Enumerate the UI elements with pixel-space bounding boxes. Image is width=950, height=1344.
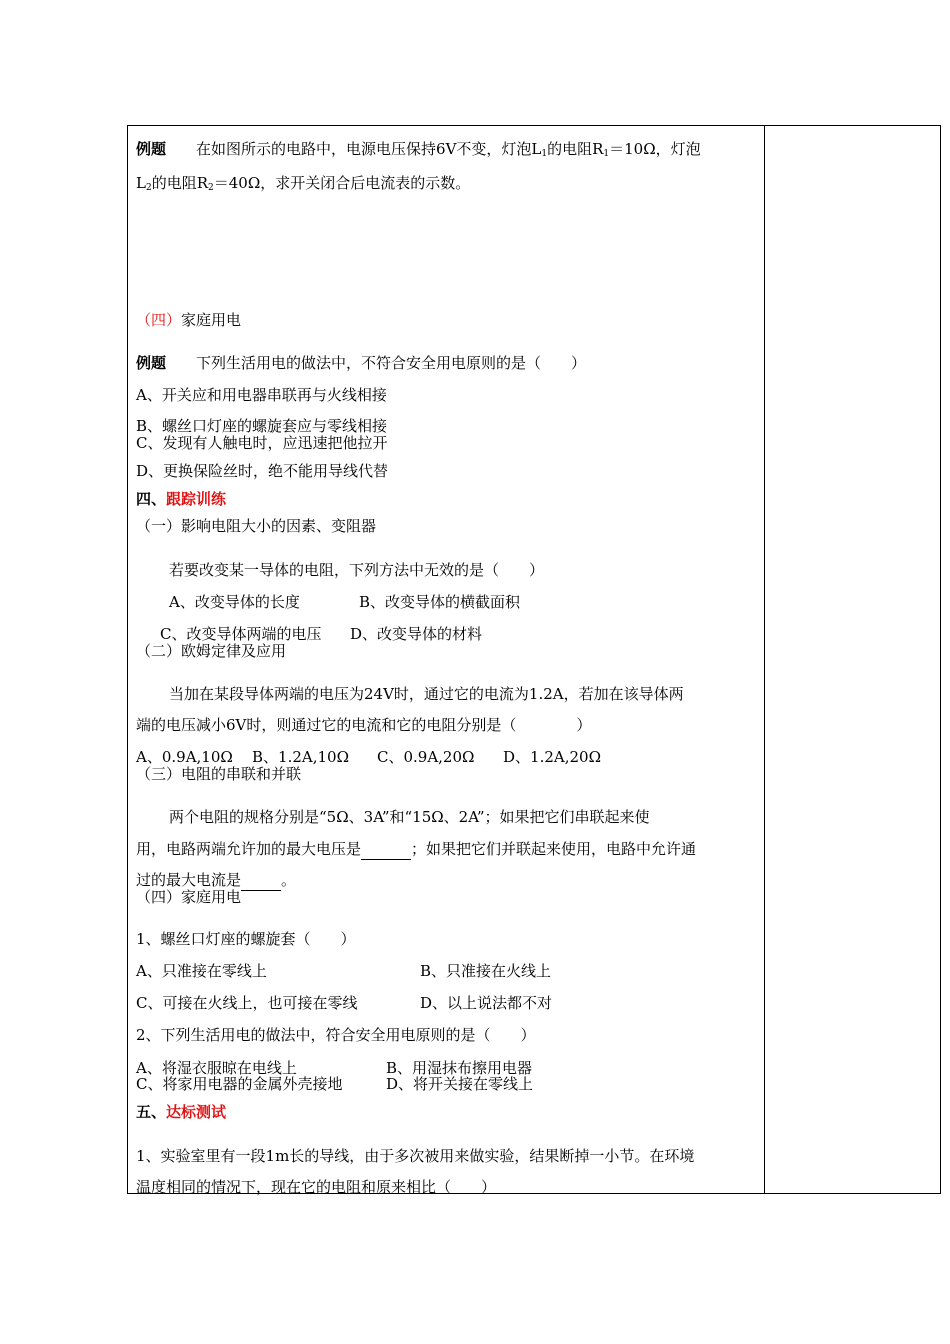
training-1-option-b: B、改变导体的横截面积 <box>359 593 521 611</box>
section-4-heading: 四、跟踪训练 <box>136 490 227 508</box>
training-2-line-2: 端的电压减小6V时，则通过它的电流和它的电阻分别是（ ） <box>136 716 592 734</box>
example-2-option-a: A、开关应和用电器串联再与火线相接 <box>136 386 387 404</box>
training-3-heading: （三）电阻的串联和并联 <box>136 765 302 783</box>
training-4-q2-option-b: B、用湿抹布擦用电器 <box>386 1059 533 1077</box>
test-1-line-1: 1、实验室里有一段1m长的导线，由于多次被用来做实验，结果断掉一小节。在环境 <box>136 1147 695 1165</box>
training-4-question-2: 2、下列生活用电的做法中，符合安全用电原则的是（ ） <box>136 1026 536 1044</box>
training-4-q2-option-c: C、将家用电器的金属外壳接地 <box>136 1075 343 1093</box>
example-1-line-1: 例题 在如图所示的电路中，电源电压保持6V不变，灯泡$L_1$的电阻$R_1=10\Omega$，灯泡 <box>136 140 701 159</box>
training-1-option-a: A、改变导体的长度 <box>169 593 300 611</box>
training-4-q2-option-a: A、将湿衣服晾在电线上 <box>136 1059 297 1077</box>
training-3-line-1: 两个电阻的规格分别是“5Ω、3A”和“15Ω、2A”；如果把它们串联起来使 <box>169 808 650 826</box>
training-3-line-2: 用，电路两端允许加的最大电压是 ；如果把它们并联起来使用，电路中允许通 <box>136 840 697 858</box>
training-2-line-1: 当加在某段导体两端的电压为24V时，通过它的电流为1.2A，若加在该导体两 <box>169 685 684 703</box>
example-1-line-2: $L_2$的电阻$R_2=40\Omega$，求开关闭合后电流表的示数。 <box>136 174 471 193</box>
training-4-q1-option-a: A、只准接在零线上 <box>136 962 267 980</box>
home-electricity-heading: （四）家庭用电 <box>136 311 242 329</box>
training-1-heading: （一）影响电阻大小的因素、变阻器 <box>136 517 377 535</box>
column-divider <box>764 125 765 1194</box>
example-2-question: 例题 下列生活用电的做法中，不符合安全用电原则的是（ ） <box>136 354 587 372</box>
training-1-question: 若要改变某一导体的电阻，下列方法中无效的是（ ） <box>169 561 545 579</box>
training-2-option-a: A、0.9A,10Ω <box>136 748 233 766</box>
training-4-heading: （四）家庭用电 <box>136 888 242 906</box>
example-label: 例题 <box>136 140 167 158</box>
training-4-question-1: 1、螺丝口灯座的螺旋套（ ） <box>136 930 356 948</box>
training-4-q1-option-d: D、以上说法都不对 <box>420 994 553 1012</box>
training-2-option-c: C、0.9A,20Ω <box>377 748 475 766</box>
training-4-q1-option-c: C、可接在火线上，也可接在零线 <box>136 994 358 1012</box>
example-2-option-b: B、螺丝口灯座的螺旋套应与零线相接 <box>136 417 388 435</box>
training-2-option-d: D、1.2A,20Ω <box>503 748 602 766</box>
answer-blank <box>361 839 411 860</box>
training-4-q2-option-d: D、将开关接在零线上 <box>386 1075 534 1093</box>
training-2-heading: （二）欧姆定律及应用 <box>136 642 287 660</box>
test-1-line-2: 温度相同的情况下，现在它的电阻和原来相比（ ） <box>136 1178 497 1196</box>
example-2-option-d: D、更换保险丝时，绝不能用导线代替 <box>136 462 389 480</box>
answer-blank <box>241 870 281 891</box>
example-2-option-c: C、发现有人触电时，应迅速把他拉开 <box>136 434 388 452</box>
section-5-heading: 五、达标测试 <box>136 1103 227 1121</box>
training-3-line-3: 过的最大电流是 。 <box>136 871 297 889</box>
training-2-option-b: B、1.2A,10Ω <box>252 748 350 766</box>
training-1-option-d: D、改变导体的材料 <box>350 625 483 643</box>
training-4-q1-option-b: B、只准接在火线上 <box>420 962 552 980</box>
training-1-option-c: C、改变导体两端的电压 <box>160 625 322 643</box>
